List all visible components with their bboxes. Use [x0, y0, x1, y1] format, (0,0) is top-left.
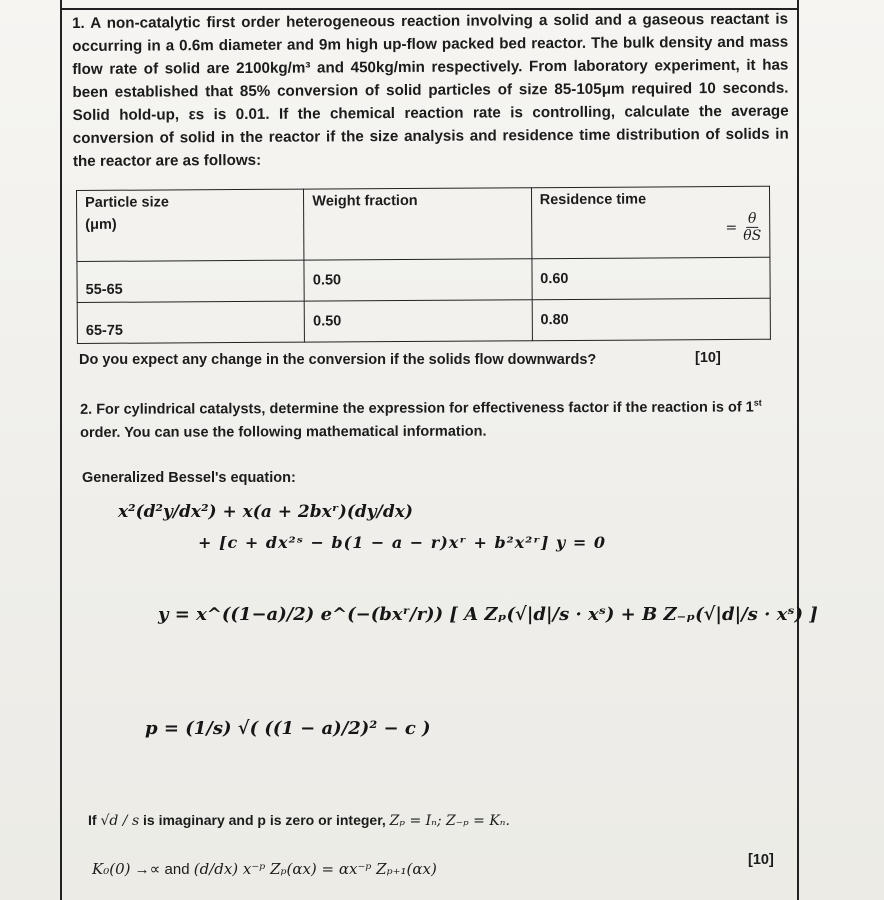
residence-time-formula: [540, 211, 762, 245]
bessel-solution: y = x^((1−a)/2) e^(−(bxʳ/r)) [ A Zₚ(√|d|/s · xˢ) + B Z₋ₚ(√|d|/s · xˢ) ]: [158, 604, 818, 625]
residence-time-label: Residence time: [539, 191, 647, 209]
question-2-marks: [10]: [748, 852, 774, 868]
note2-k0: K₀(0): [92, 860, 131, 878]
cell-time: 0.60: [532, 257, 771, 299]
formula-fraction: [743, 211, 761, 244]
note1-math: Zₚ = Iₙ; Z₋ₚ = Kₙ.: [389, 813, 510, 829]
frame-right-border: [797, 0, 799, 900]
bessel-title: Generalized Bessel's equation:: [82, 470, 296, 486]
formula-denominator: θS: [743, 227, 762, 244]
header-residence-time: [531, 186, 770, 258]
formula-numerator: θ: [746, 211, 759, 228]
size-residence-table: [76, 186, 771, 344]
q2-text-part2: order. You can use the following mathematical information.: [80, 423, 487, 441]
cell-size: 55-65: [77, 260, 305, 302]
question-2: [80, 392, 792, 445]
frame-left-border: [60, 0, 62, 900]
cell-fraction: 0.50: [304, 300, 532, 342]
question-1-followup: [79, 352, 799, 368]
cell-size: 65-75: [77, 301, 305, 343]
note1-prefix: If: [88, 812, 97, 828]
note1-text: is imaginary and p is zero or integer,: [143, 812, 386, 828]
table-row: [77, 257, 770, 302]
bessel-equation-line1: x²(d²y/dx²) + x(a + 2bxʳ)(dy/dx): [118, 502, 413, 522]
header-particle-size: [77, 189, 305, 261]
cell-time: 0.80: [532, 298, 771, 340]
imaginary-note: [88, 812, 510, 829]
weight-fraction-label: Weight fraction: [312, 192, 418, 210]
q2-superscript: st: [753, 397, 762, 408]
formula-equals: =: [725, 219, 738, 236]
question-1-text: 1. A non-catalytic first order heterogeneous reaction involving a solid and a gaseous reactant is occurring in a 0.6m diameter and 9m high up-flow packed bed reactor. The bulk density and mass flow rate of solid are 2100kg/m³ and 450kg/min respectively. From laboratory experiment, it has been established that 85% conversion of solid particles of size 85-105μm required 10 seconds. Solid hold-up, εs is 0.01. If the chemical reaction rate is controlling, calculate the average conversion of solid in the reactor if the size analysis and residence time distribution of solids in the reactor are as follows:: [72, 10, 789, 170]
table-row: [77, 298, 770, 343]
k0-note: [92, 860, 437, 878]
cell-fraction: 0.50: [304, 259, 532, 301]
note2-math: (d/dx) x⁻ᵖ Zₚ(αx) = αx⁻ᵖ Zₚ₊₁(αx): [193, 860, 437, 878]
particle-size-label: Particle size: [85, 194, 169, 211]
table-header-row: [77, 186, 770, 261]
followup-text: Do you expect any change in the conversion if the solids flow downwards?: [79, 352, 597, 368]
bessel-equation-line2: + [c + dx²ˢ − b(1 − a − r)xʳ + b²x²ʳ] y = 0: [198, 533, 606, 552]
note1-fraction: √d / s: [100, 813, 140, 829]
header-weight-fraction: [304, 188, 532, 260]
question-1: [72, 8, 789, 173]
note2-arrow: →∝ and: [134, 861, 190, 878]
q2-text-part1: 2. For cylindrical catalysts, determine the expression for effectiveness factor if the reaction is of 1: [80, 399, 754, 418]
particle-size-unit: (μm): [85, 216, 117, 233]
question-1-marks: [10]: [695, 350, 721, 366]
question-2-text: [80, 392, 792, 445]
order-p-equation: p = (1/s) √( ((1 − a)/2)² − c ): [145, 718, 431, 739]
